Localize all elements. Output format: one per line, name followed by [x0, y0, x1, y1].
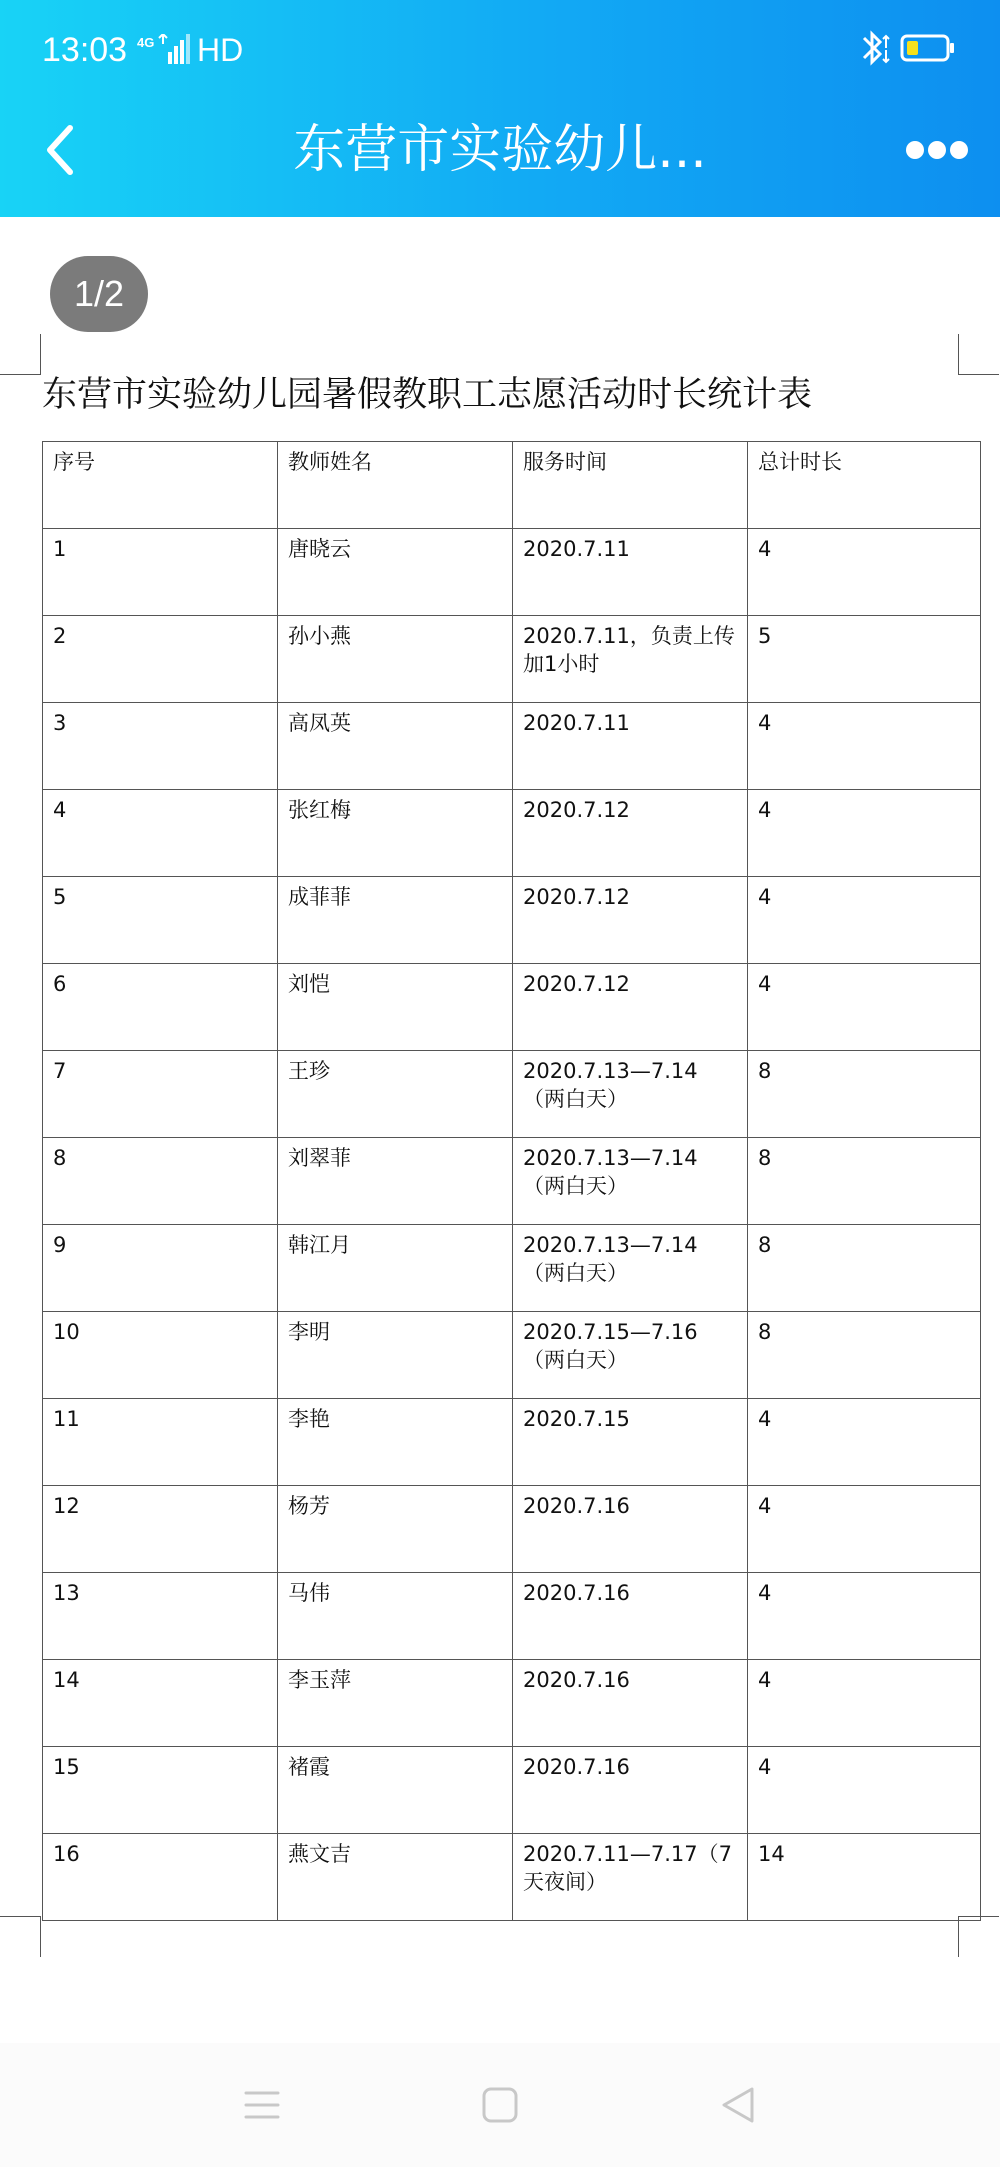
table-cell: 5 [43, 877, 278, 964]
table-cell: 燕文吉 [278, 1834, 513, 1921]
table-cell: 2020.7.12 [513, 964, 748, 1051]
table-cell: 4 [748, 1573, 981, 1660]
header-cell: 服务时间 [513, 442, 748, 529]
app-header [0, 0, 1000, 217]
page-corner-mark [958, 334, 999, 375]
table-cell: 4 [748, 877, 981, 964]
table-row [43, 1573, 981, 1660]
page-corner-mark [0, 1916, 41, 1957]
table-row [43, 1225, 981, 1312]
header-cell: 教师姓名 [278, 442, 513, 529]
table-cell: 唐晓云 [278, 529, 513, 616]
table-cell: 2020.7.11 [513, 529, 748, 616]
battery-icon [900, 34, 956, 62]
table-cell: 2020.7.16 [513, 1747, 748, 1834]
document-title: 东营市实验幼儿园暑假教职工志愿活动时长统计表 [42, 375, 813, 415]
table-cell: 2020.7.16 [513, 1660, 748, 1747]
table-cell: 11 [43, 1399, 278, 1486]
table-cell: 4 [748, 703, 981, 790]
table-cell: 2020.7.12 [513, 790, 748, 877]
table-row [43, 1138, 981, 1225]
page-corner-mark [958, 1916, 999, 1957]
more-dots-icon[interactable] [905, 138, 969, 162]
table-cell: 8 [748, 1312, 981, 1399]
table-cell: 8 [748, 1138, 981, 1225]
table-cell: 4 [748, 1747, 981, 1834]
table-cell: 8 [43, 1138, 278, 1225]
table-cell: 2020.7.11，负责上传加1小时 [513, 616, 748, 703]
table-cell: 2020.7.13—7.14（两白天） [513, 1225, 748, 1312]
table-cell: 褚霞 [278, 1747, 513, 1834]
table-cell: 杨芳 [278, 1486, 513, 1573]
nav-bar [0, 100, 1000, 217]
table-cell: 4 [43, 790, 278, 877]
table-row [43, 1051, 981, 1138]
table-cell: 2020.7.15—7.16（两白天） [513, 1312, 748, 1399]
header-cell: 序号 [43, 442, 278, 529]
volunteer-hours-table [42, 441, 981, 1921]
table-cell: 2020.7.13—7.14（两白天） [513, 1138, 748, 1225]
table-header-row [43, 442, 981, 529]
table-cell: 刘翠菲 [278, 1138, 513, 1225]
table-cell: 9 [43, 1225, 278, 1312]
table-row [43, 1834, 981, 1921]
hd-indicator: HD [197, 32, 244, 68]
table-cell: 3 [43, 703, 278, 790]
table-cell: 李艳 [278, 1399, 513, 1486]
home-square-icon[interactable] [476, 2081, 524, 2129]
table-row [43, 877, 981, 964]
table-cell: 张红梅 [278, 790, 513, 877]
table-cell: 2020.7.13—7.14（两白天） [513, 1051, 748, 1138]
table-cell: 14 [43, 1660, 278, 1747]
header-cell: 总计时长 [748, 442, 981, 529]
table-cell: 王珍 [278, 1051, 513, 1138]
page-corner-mark [0, 334, 41, 375]
table-cell: 15 [43, 1747, 278, 1834]
table-cell: 刘恺 [278, 964, 513, 1051]
table-cell: 2020.7.15 [513, 1399, 748, 1486]
table-cell: 2020.7.16 [513, 1486, 748, 1573]
table-row [43, 964, 981, 1051]
table-cell: 孙小燕 [278, 616, 513, 703]
table-cell: 1 [43, 529, 278, 616]
table-cell: 13 [43, 1573, 278, 1660]
table-cell: 2 [43, 616, 278, 703]
back-arrow-icon[interactable] [40, 120, 80, 180]
menu-icon[interactable] [238, 2081, 286, 2129]
table-cell: 4 [748, 529, 981, 616]
table-row [43, 703, 981, 790]
table-cell: 4 [748, 1660, 981, 1747]
table-row [43, 1660, 981, 1747]
page-indicator: 1/2 [50, 256, 148, 332]
table-cell: 李玉萍 [278, 1660, 513, 1747]
table-row [43, 1747, 981, 1834]
table-cell: 高凤英 [278, 703, 513, 790]
nav-title: 东营市实验幼儿... [293, 120, 707, 180]
table-cell: 4 [748, 790, 981, 877]
table-row [43, 1399, 981, 1486]
table-cell: 李明 [278, 1312, 513, 1399]
table-row [43, 529, 981, 616]
table-cell: 6 [43, 964, 278, 1051]
table-cell: 14 [748, 1834, 981, 1921]
table-cell: 4 [748, 1399, 981, 1486]
table-row [43, 790, 981, 877]
bluetooth-icon [858, 28, 892, 68]
table-row [43, 1486, 981, 1573]
table-cell: 12 [43, 1486, 278, 1573]
table-row [43, 616, 981, 703]
table-cell: 7 [43, 1051, 278, 1138]
table-cell: 4 [748, 1486, 981, 1573]
status-bar [0, 0, 1000, 100]
signal-icon [156, 34, 190, 64]
table-cell: 4 [748, 964, 981, 1051]
network-type: 4G [137, 35, 155, 50]
table-cell: 2020.7.11 [513, 703, 748, 790]
table-row [43, 1312, 981, 1399]
table-cell: 马伟 [278, 1573, 513, 1660]
table-cell: 2020.7.16 [513, 1573, 748, 1660]
table-cell: 2020.7.12 [513, 877, 748, 964]
back-triangle-icon[interactable] [714, 2081, 762, 2129]
system-nav-bar [0, 2043, 1000, 2167]
table-cell: 10 [43, 1312, 278, 1399]
table-cell: 成菲菲 [278, 877, 513, 964]
table-cell: 5 [748, 616, 981, 703]
table-cell: 8 [748, 1051, 981, 1138]
table-cell: 8 [748, 1225, 981, 1312]
table-cell: 韩江月 [278, 1225, 513, 1312]
table-cell: 16 [43, 1834, 278, 1921]
status-time: 13:03 [42, 31, 128, 69]
table-cell: 2020.7.11—7.17（7天夜间） [513, 1834, 748, 1921]
